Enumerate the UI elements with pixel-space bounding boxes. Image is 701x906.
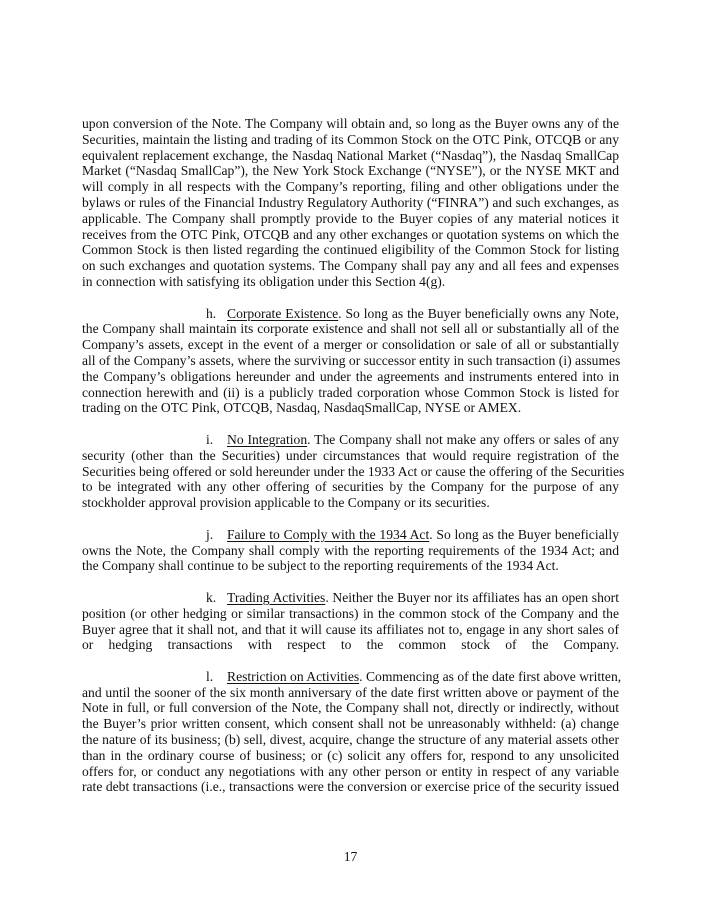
heading-rest-text: . So long as the Buyer beneficially owns any Note, — [338, 305, 619, 321]
text-line: Market (“Nasdaq SmallCap”), the New York Stock Exchange (“NYSE”), or the NYSE MKT and — [82, 163, 619, 179]
text-line: stockholder approval provision applicable to the Company or its securities. — [82, 495, 490, 511]
heading-rest-text: . Commencing as of the date first above written, — [359, 668, 622, 684]
section-title: Restriction on Activities — [227, 668, 360, 684]
section-letter: j. — [206, 526, 214, 542]
page-number: 17 — [343, 849, 358, 864]
section-heading-line — [82, 590, 619, 606]
paragraph-section-l — [82, 668, 622, 795]
text-line: in connection with satisfying its obligation under this Section 4(g). — [82, 273, 446, 289]
text-line: equivalent replacement exchange, the Nasdaq National Market (“Nasdaq”), the Nasdaq SmallCap — [82, 147, 619, 163]
paragraph-section-h — [82, 306, 619, 417]
text-line: security (other than the Securities) under circumstances that would require registration of the — [82, 447, 619, 463]
text-line: the Buyer’s prior written consent, which consent shall not be unreasonably withheld: (a) change — [82, 716, 619, 732]
heading-rest-text: . The Company shall not make any offers or sales of any — [307, 431, 620, 447]
paragraph-section-g-continuation — [82, 116, 619, 290]
text-line: owns the Note, the Company shall comply with the reporting requirements of the 1934 Act; and — [82, 542, 619, 558]
paragraph-section-j — [82, 527, 619, 574]
section-heading-line — [82, 668, 622, 685]
text-line: Buyer agree that it shall not, and that it will cause its affiliates not to, engage in any short sales of — [82, 621, 619, 637]
section-heading-line — [82, 306, 619, 322]
section-title: No Integration — [227, 431, 308, 447]
heading-rest-text: . So long as the Buyer beneficially — [429, 526, 619, 542]
text-line: than in the ordinary course of business; or (c) solicit any offers for, respond to any unsolicited — [82, 747, 619, 763]
text-line: Note in full, or full conversion of the Note, the Company shall not, directly or indirectly, without — [82, 700, 619, 716]
text-line: applicable. The Company shall promptly provide to the Buyer copies of any material notices it — [82, 210, 619, 226]
section-title: Corporate Existence — [227, 305, 339, 321]
text-line: rate debt transactions (i.e., transactions were the conversion or exercise price of the security issued — [82, 779, 619, 795]
section-title: Failure to Comply with the 1934 Act — [227, 526, 430, 542]
section-heading-line — [82, 432, 619, 448]
heading-rest-text: . Neither the Buyer nor its affiliates has an open short — [325, 589, 619, 605]
text-line: Securities, maintain the listing and trading of its Common Stock on the OTC Pink, OTCQB or any — [82, 131, 619, 147]
text-line: receives from the OTC Pink, OTCQB and any other exchanges or quotation systems on which the — [82, 226, 619, 242]
text-line: to be integrated with any other offering of securities by the Company for the purpose of any — [82, 479, 619, 495]
section-letter: k. — [206, 589, 217, 605]
text-line: the nature of its business; (b) sell, divest, acquire, change the structure of any material assets other — [82, 732, 619, 748]
section-heading-line — [82, 527, 619, 543]
paragraph-section-i — [82, 431, 625, 511]
text-line: trading on the OTC Pink, OTCQB, Nasdaq, NasdaqSmallCap, NYSE or AMEX. — [82, 400, 522, 416]
section-letter: l. — [206, 668, 214, 684]
text-line: bylaws or rules of the Financial Industry Regulatory Authority (“FINRA”) and such exchanges, as — [82, 194, 619, 210]
section-letter: i. — [206, 431, 214, 447]
text-line: position (or other hedging or similar transactions) in the common stock of the Company and the — [82, 605, 619, 621]
text-line: on such exchanges and quotation systems. The Company shall pay any and all fees and expenses — [82, 258, 619, 274]
paragraph-section-k — [82, 590, 619, 653]
text-line: Company’s assets, except in the event of a merger or consolidation or sale of all or substantially — [82, 337, 619, 353]
text-line: or hedging transactions with respect to the common stock of the Company. — [82, 637, 619, 653]
text-line: connection herewith and (ii) is a publicly traded corporation whose Common Stock is listed for — [82, 384, 619, 400]
text-line: upon conversion of the Note. The Company will obtain and, so long as the Buyer owns any of the — [82, 116, 619, 131]
text-line: the Company shall continue to be subject to the reporting requirements of the 1934 Act. — [82, 558, 559, 574]
text-line: all of the Company’s assets, where the surviving or successor entity in such transaction (i) assumes — [82, 352, 621, 368]
document-body — [82, 116, 625, 811]
text-line: Securities being offered or sold hereunder under the 1933 Act or cause the offering of the Securities — [82, 463, 625, 479]
text-line: will comply in all respects with the Company’s reporting, filing and other obligations under the — [82, 179, 619, 195]
text-line: the Company shall maintain its corporate existence and shall not sell all or substantially all of the — [82, 321, 619, 337]
text-line: and until the sooner of the six month anniversary of the date first written above or payment of the — [82, 684, 619, 700]
section-letter: h. — [206, 305, 217, 321]
section-title: Trading Activities — [227, 589, 326, 605]
text-line: the Company’s obligations hereunder and under the agreements and instruments entered into in — [82, 368, 619, 384]
text-line: Common Stock is then listed regarding the continued eligibility of the Common Stock for listing — [82, 242, 619, 258]
text-line: offers for, or conduct any negotiations with any other person or entity in respect of any variable — [82, 763, 619, 779]
